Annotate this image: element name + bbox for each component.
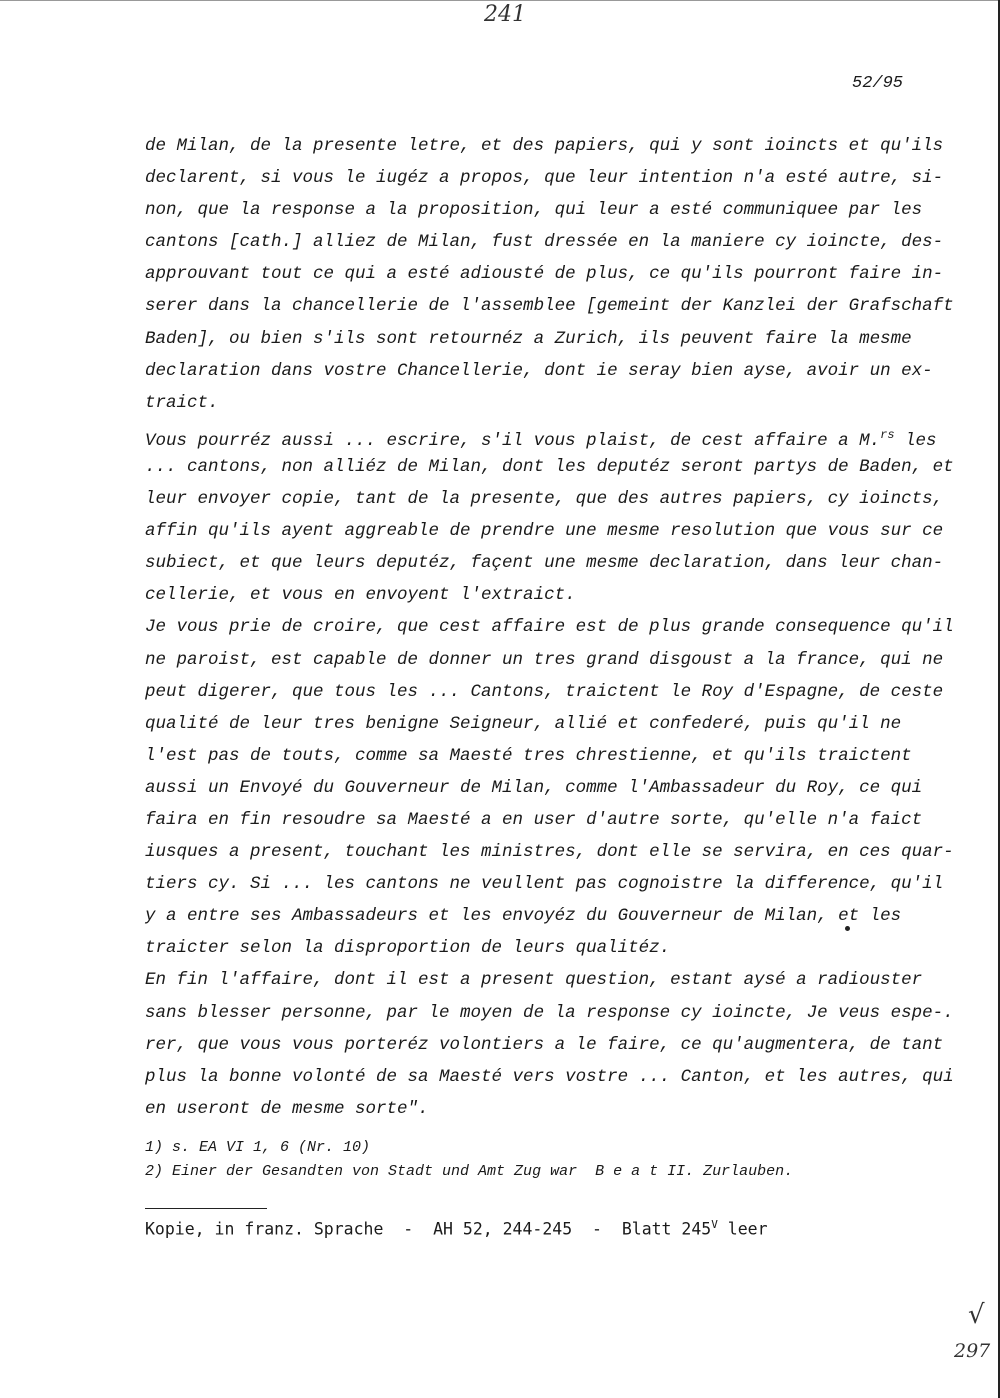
footnote: 2) Einer der Gesandten von Stadt und Amt Zug war B e a t II. Zurlauben. <box>145 1163 794 1180</box>
body-line: subiect, et que leurs deputéz, façent une mesme declaration, dans leur chan- <box>145 553 944 574</box>
handwritten-bottom-number: 297 <box>954 1340 991 1362</box>
body-line: serer dans la chancellerie de l'assemblee [gemeint der Kanzlei der Grafschaft <box>145 296 954 317</box>
ink-dot-mark <box>845 926 850 931</box>
letter-body <box>145 130 954 1125</box>
source-line <box>145 1218 768 1239</box>
source-text: Kopie, in franz. Sprache - AH 52, 244-245 - Blatt 245 <box>145 1219 712 1239</box>
body-line: aussi un Envoyé du Gouverneur de Milan, comme l'Ambassadeur du Roy, ce qui <box>145 777 923 798</box>
footnote: 1) s. EA VI 1, 6 (Nr. 10) <box>145 1139 371 1156</box>
body-line-with-superscript <box>145 419 935 451</box>
page-number: 52/95 <box>852 74 904 93</box>
body-line: en useront de mesme sorte". <box>145 1098 429 1119</box>
source-superscript: V <box>711 1218 718 1231</box>
body-line: cantons [cath.] alliez de Milan, fust dressée en la maniere cy ioincte, des- <box>145 232 944 253</box>
body-line: Je vous prie de croire, que cest affaire est de plus grande consequence qu'il <box>145 617 954 638</box>
body-line: Baden], ou bien s'ils sont retournéz a Zurich, ils peuvent faire la mesme <box>145 328 912 349</box>
body-line: l'est pas de touts, comme sa Maesté tres chrestienne, et qu'ils traictent <box>145 745 912 766</box>
body-line: traicter selon la disproportion de leurs qualitéz. <box>145 938 671 959</box>
body-line: qualité de leur tres benigne Seigneur, allié et confederé, puis qu'il ne <box>145 713 902 734</box>
body-line: cellerie, et vous en envoyent l'extraict. <box>145 585 576 606</box>
body-line: de Milan, de la presente letre, et des papiers, qui y sont ioincts et qu'ils <box>145 136 944 156</box>
source-suffix: leer <box>717 1219 768 1239</box>
body-line: declarent, si vous le iugéz a propos, que leur intention n'a esté autre, si- <box>145 168 944 189</box>
footnote-divider <box>145 1208 267 1209</box>
body-line: declaration dans vostre Chancellerie, dont ie seray bien ayse, avoir un ex- <box>145 360 933 381</box>
handwritten-folio-number: 241 <box>484 2 526 27</box>
body-line: tiers cy. Si ... les cantons ne veullent pas cognoistre la difference, qu'il <box>145 874 944 895</box>
body-line: En fin l'affaire, dont il est a present question, estant aysé a radiouster <box>145 970 923 991</box>
body-line: ne paroist, est capable de donner un tres grand disgoust a la france, qui ne <box>145 649 944 670</box>
body-line: ... cantons, non alliéz de Milan, dont les deputéz seront partys de Baden, et <box>145 456 954 477</box>
body-line: iusques a present, touchant les ministres, dont elle se servira, en ces quar- <box>145 842 954 863</box>
body-line: affin qu'ils ayent aggreable de prendre une mesme resolution que vous sur ce <box>145 521 944 542</box>
footnotes <box>145 1136 793 1184</box>
body-line-suffix: les <box>894 430 937 451</box>
body-line: y a entre ses Ambassadeurs et les envoyéz du Gouverneur de Milan, et les <box>145 906 902 927</box>
body-line: non, que la response a la proposition, qui leur a esté communiquee par les <box>145 200 923 221</box>
body-line: peut digerer, que tous les ... Cantons, traictent le Roy d'Espagne, de ceste <box>145 681 944 702</box>
body-line-text: Vous pourréz aussi ... escrire, s'il vous plaist, de cest affaire a M. <box>145 430 881 451</box>
body-line: leur envoyer copie, tant de la presente, que des autres papiers, cy ioincts, <box>145 489 944 510</box>
body-line: plus la bonne volonté de sa Maesté vers vostre ... Canton, et les autres, qui <box>145 1066 954 1087</box>
body-line: faira en fin resoudre sa Maesté a en user d'autre sorte, qu'elle n'a faict <box>145 809 923 830</box>
body-line: traict. <box>145 392 219 413</box>
handwritten-check-icon: √ <box>968 1300 985 1330</box>
body-line: approuvant tout ce qui a esté adiousté de plus, ce qu'ils pourront faire in- <box>145 264 944 285</box>
body-line: sans blesser personne, par le moyen de la response cy ioincte, Je veus espe-. <box>145 1002 954 1023</box>
superscript: rs <box>880 427 895 442</box>
page-top-border <box>0 0 1000 1</box>
body-line: rer, que vous vous porteréz volontiers a le faire, ce qu'augmentera, de tant <box>145 1034 944 1055</box>
